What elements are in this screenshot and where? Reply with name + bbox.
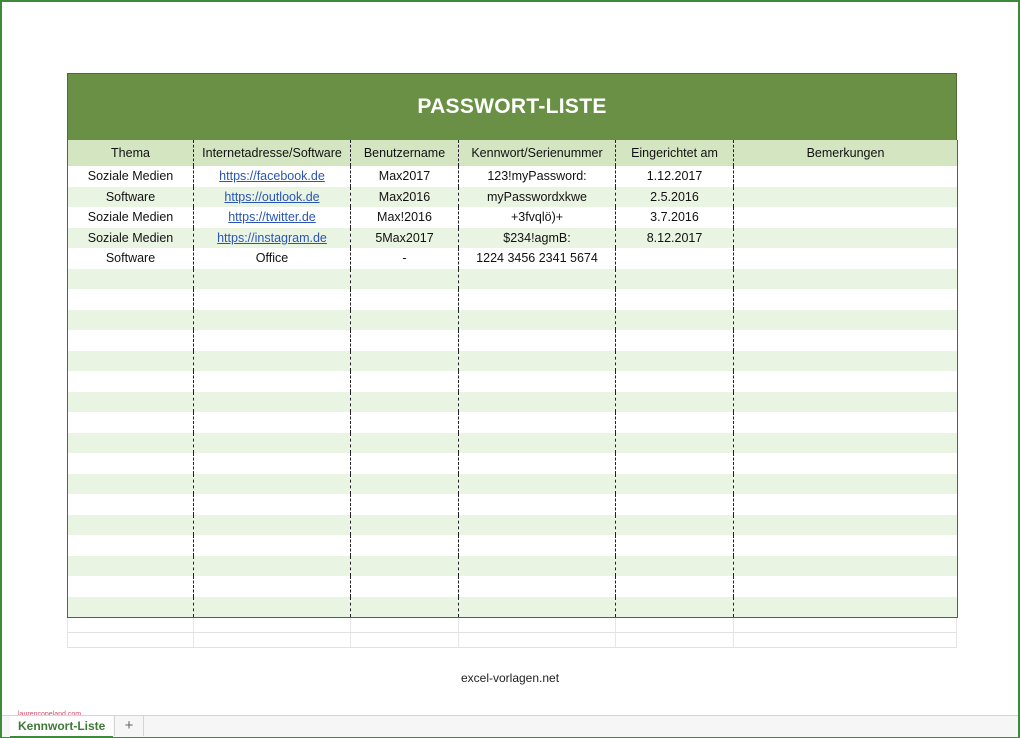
empty-row: [68, 289, 958, 310]
empty-cell[interactable]: [734, 371, 958, 392]
empty-cell[interactable]: [351, 433, 459, 454]
empty-cell[interactable]: [459, 535, 616, 556]
table-row: [68, 207, 958, 228]
empty-cell[interactable]: [194, 515, 351, 536]
empty-cell[interactable]: [734, 494, 958, 515]
cell-kennwort[interactable]: 1224 3456 2341 5674: [459, 248, 616, 269]
empty-cell[interactable]: [68, 515, 194, 536]
empty-cell[interactable]: [194, 576, 351, 597]
empty-cell[interactable]: [194, 330, 351, 351]
empty-cell[interactable]: [459, 330, 616, 351]
empty-cell[interactable]: [68, 310, 194, 331]
empty-cell[interactable]: [616, 576, 734, 597]
cell-adresse[interactable]: [194, 187, 351, 208]
empty-cell[interactable]: [616, 351, 734, 372]
empty-cell[interactable]: [734, 392, 958, 413]
empty-cell[interactable]: [351, 412, 459, 433]
table-body: [68, 166, 958, 617]
column-header-datum[interactable]: Eingerichtet am: [616, 140, 734, 166]
cell-adresse[interactable]: [194, 166, 351, 187]
empty-cell[interactable]: [459, 392, 616, 413]
cell-thema[interactable]: Software: [68, 187, 194, 208]
empty-row: [68, 371, 958, 392]
empty-row: [68, 412, 958, 433]
cell-benutzer[interactable]: Max2017: [351, 166, 459, 187]
cell-bemerkung[interactable]: [734, 187, 958, 208]
column-header-adresse[interactable]: Internetadresse/Software: [194, 140, 351, 166]
empty-cell[interactable]: [616, 597, 734, 618]
empty-cell[interactable]: [68, 392, 194, 413]
url-link[interactable]: https://facebook.de: [219, 169, 325, 184]
cell-bemerkung[interactable]: [734, 248, 958, 269]
empty-cell[interactable]: [194, 371, 351, 392]
empty-cell[interactable]: [194, 597, 351, 618]
empty-cell[interactable]: [734, 269, 958, 290]
cell-datum[interactable]: 2.5.2016: [616, 187, 734, 208]
empty-cell[interactable]: [734, 597, 958, 618]
cell-adresse[interactable]: [194, 228, 351, 249]
url-link[interactable]: https://twitter.de: [228, 210, 316, 225]
cell-datum[interactable]: 3.7.2016: [616, 207, 734, 228]
empty-row: [68, 597, 958, 618]
empty-cell[interactable]: [459, 351, 616, 372]
cell-thema[interactable]: Soziale Medien: [68, 228, 194, 249]
column-header-thema[interactable]: Thema: [68, 140, 194, 166]
empty-cell[interactable]: [351, 330, 459, 351]
trailing-grid: [67, 618, 957, 648]
empty-cell[interactable]: [194, 453, 351, 474]
empty-row: [68, 515, 958, 536]
empty-cell[interactable]: [351, 371, 459, 392]
empty-cell[interactable]: [351, 351, 459, 372]
empty-cell[interactable]: [351, 556, 459, 577]
empty-cell[interactable]: [734, 453, 958, 474]
empty-cell[interactable]: [459, 453, 616, 474]
empty-cell[interactable]: [459, 515, 616, 536]
empty-cell[interactable]: [616, 433, 734, 454]
empty-cell[interactable]: [68, 412, 194, 433]
empty-cell[interactable]: [616, 310, 734, 331]
empty-cell[interactable]: [68, 289, 194, 310]
empty-cell[interactable]: [194, 494, 351, 515]
empty-cell[interactable]: [734, 515, 958, 536]
empty-cell[interactable]: [68, 371, 194, 392]
cell-benutzer[interactable]: 5Max2017: [351, 228, 459, 249]
empty-cell[interactable]: [616, 535, 734, 556]
empty-cell[interactable]: [734, 351, 958, 372]
empty-cell[interactable]: [734, 412, 958, 433]
empty-cell[interactable]: [734, 433, 958, 454]
empty-row: [68, 269, 958, 290]
empty-cell[interactable]: [351, 269, 459, 290]
empty-cell[interactable]: [68, 556, 194, 577]
tab-kennwort-liste[interactable]: Kennwort-Liste: [10, 716, 113, 738]
footer-source: excel-vorlagen.net: [460, 671, 560, 685]
grid-row[interactable]: [67, 618, 957, 633]
empty-cell[interactable]: [734, 535, 958, 556]
empty-row: [68, 351, 958, 372]
empty-cell[interactable]: [734, 556, 958, 577]
empty-cell[interactable]: [351, 515, 459, 536]
column-header-kennwort[interactable]: Kennwort/Serienummer: [459, 140, 616, 166]
empty-cell[interactable]: [351, 474, 459, 495]
empty-cell[interactable]: [351, 392, 459, 413]
empty-cell[interactable]: [459, 371, 616, 392]
add-sheet-button[interactable]: +: [114, 716, 144, 736]
cell-benutzer[interactable]: Max!2016: [351, 207, 459, 228]
sheet-tab-bar: [2, 715, 1018, 737]
empty-row: [68, 453, 958, 474]
empty-cell[interactable]: [616, 371, 734, 392]
empty-row: [68, 556, 958, 577]
column-header-benutzer[interactable]: Benutzername: [351, 140, 459, 166]
empty-cell[interactable]: [459, 474, 616, 495]
empty-cell[interactable]: [459, 556, 616, 577]
empty-row: [68, 576, 958, 597]
cell-bemerkung[interactable]: [734, 228, 958, 249]
empty-cell[interactable]: [194, 289, 351, 310]
cell-kennwort[interactable]: +3fvqlö)+: [459, 207, 616, 228]
empty-cell[interactable]: [459, 597, 616, 618]
empty-cell[interactable]: [68, 494, 194, 515]
password-table: [67, 140, 958, 618]
column-header-bemerkungen[interactable]: Bemerkungen: [734, 140, 958, 166]
empty-row: [68, 474, 958, 495]
empty-cell[interactable]: [194, 351, 351, 372]
cell-adresse[interactable]: Office: [194, 248, 351, 269]
empty-cell[interactable]: [459, 269, 616, 290]
empty-cell[interactable]: [616, 269, 734, 290]
empty-cell[interactable]: [68, 474, 194, 495]
empty-cell[interactable]: [459, 412, 616, 433]
empty-cell[interactable]: [351, 576, 459, 597]
cell-benutzer[interactable]: Max2016: [351, 187, 459, 208]
empty-cell[interactable]: [616, 494, 734, 515]
empty-cell[interactable]: [68, 597, 194, 618]
cell-datum[interactable]: 8.12.2017: [616, 228, 734, 249]
empty-cell[interactable]: [616, 474, 734, 495]
empty-row: [68, 310, 958, 331]
empty-cell[interactable]: [616, 453, 734, 474]
empty-cell[interactable]: [68, 535, 194, 556]
cell-thema[interactable]: Software: [68, 248, 194, 269]
empty-cell[interactable]: [734, 330, 958, 351]
empty-cell[interactable]: [616, 330, 734, 351]
empty-cell[interactable]: [734, 289, 958, 310]
table-row: [68, 248, 958, 269]
empty-cell[interactable]: [194, 392, 351, 413]
empty-cell[interactable]: [459, 433, 616, 454]
empty-cell[interactable]: [194, 269, 351, 290]
empty-cell[interactable]: [194, 310, 351, 331]
empty-cell[interactable]: [194, 556, 351, 577]
empty-cell[interactable]: [351, 597, 459, 618]
empty-cell[interactable]: [616, 412, 734, 433]
sheet-title: PASSWORT-LISTE: [67, 73, 957, 140]
empty-cell[interactable]: [734, 474, 958, 495]
empty-cell[interactable]: [68, 576, 194, 597]
empty-cell[interactable]: [616, 392, 734, 413]
empty-cell[interactable]: [616, 289, 734, 310]
cell-datum[interactable]: [616, 248, 734, 269]
table-row: [68, 228, 958, 249]
url-link[interactable]: https://instagram.de: [217, 230, 327, 245]
empty-cell[interactable]: [459, 494, 616, 515]
password-sheet: [67, 73, 957, 648]
empty-cell[interactable]: [351, 494, 459, 515]
cell-thema[interactable]: Soziale Medien: [68, 166, 194, 187]
cell-bemerkung[interactable]: [734, 166, 958, 187]
empty-cell[interactable]: [616, 515, 734, 536]
cell-bemerkung[interactable]: [734, 207, 958, 228]
empty-cell[interactable]: [459, 576, 616, 597]
empty-row: [68, 535, 958, 556]
empty-row: [68, 494, 958, 515]
empty-cell[interactable]: [351, 453, 459, 474]
empty-cell[interactable]: [194, 535, 351, 556]
table-row: [68, 187, 958, 208]
empty-cell[interactable]: [734, 310, 958, 331]
cell-thema[interactable]: Soziale Medien: [68, 207, 194, 228]
empty-cell[interactable]: [68, 330, 194, 351]
empty-row: [68, 392, 958, 413]
empty-cell[interactable]: [68, 269, 194, 290]
empty-cell[interactable]: [459, 310, 616, 331]
empty-cell[interactable]: [351, 310, 459, 331]
url-link[interactable]: https://outlook.de: [224, 189, 320, 204]
empty-cell[interactable]: [616, 556, 734, 577]
empty-cell[interactable]: [459, 289, 616, 310]
empty-cell[interactable]: [194, 474, 351, 495]
empty-cell[interactable]: [68, 351, 194, 372]
cell-kennwort[interactable]: myPasswordxkwe: [459, 187, 616, 208]
empty-cell[interactable]: [351, 289, 459, 310]
cell-datum[interactable]: 1.12.2017: [616, 166, 734, 187]
cell-benutzer[interactable]: -: [351, 248, 459, 269]
empty-row: [68, 330, 958, 351]
table-row: [68, 166, 958, 187]
empty-cell[interactable]: [68, 433, 194, 454]
header-row: [68, 140, 958, 166]
empty-cell[interactable]: [68, 453, 194, 474]
cell-adresse[interactable]: [194, 207, 351, 228]
empty-cell[interactable]: [351, 535, 459, 556]
empty-row: [68, 433, 958, 454]
empty-cell[interactable]: [734, 576, 958, 597]
cell-kennwort[interactable]: 123!myPassword:: [459, 166, 616, 187]
empty-cell[interactable]: [194, 412, 351, 433]
cell-kennwort[interactable]: $234!agmB:: [459, 228, 616, 249]
grid-row[interactable]: [67, 633, 957, 648]
empty-cell[interactable]: [194, 433, 351, 454]
